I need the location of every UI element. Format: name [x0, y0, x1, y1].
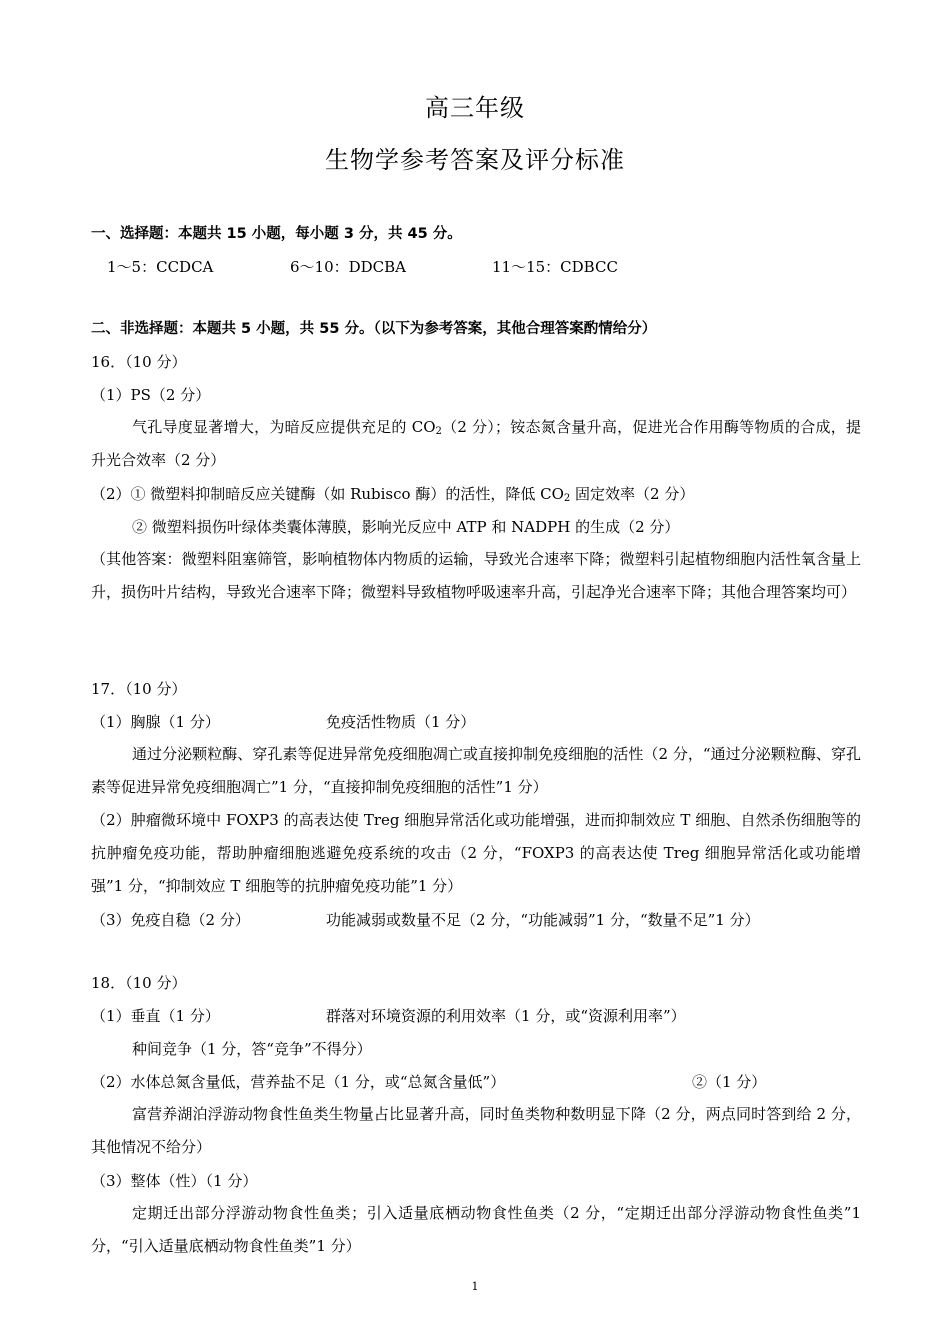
page-subtitle: 生物学参考答案及评分标准: [325, 146, 625, 174]
q18-part1-a: （1）垂直（1 分）: [91, 1007, 220, 1025]
page-number: 1: [471, 1280, 479, 1293]
choice-answers-11-15: 11～15：CDBCC: [492, 258, 618, 276]
q18-part2-b: ②（1 分）: [692, 1073, 767, 1091]
q18-number: 18．（10 分）: [91, 974, 187, 992]
q17-part1-a: （1）胸腺（1 分）: [91, 713, 220, 731]
q17-part1-b: 免疫活性物质（1 分）: [326, 713, 476, 731]
q18-part1-c: 种间竞争（1 分，答“竞争”不得分）: [132, 1040, 372, 1058]
q16-other-answers: （其他答案：微塑料阻塞筛管，影响植物体内物质的运输，导致光合速率下降；微塑料引起植物细胞内活性氧含量上升，损伤叶片结构，导致光合速率下降；微塑料导致植物呼吸速率升高，引起净光合速率下降；其他合理答案均可）: [91, 550, 861, 601]
q18-part3-explanation: 定期迁出部分浮游动物食性鱼类；引入适量底栖动物食性鱼类（2 分，“定期迁出部分浮游动物食性鱼类”1 分，“引入适量底栖动物食性鱼类”1 分）: [91, 1204, 861, 1255]
q18-part2-a: （2）水体总氮含量低，营养盐不足（1 分，或“总氮含量低”）: [91, 1073, 506, 1091]
section2-heading: 二、非选择题：本题共 5 小题，共 55 分。（以下为参考答案，其他合理答案酌情给分）: [91, 321, 657, 337]
section1-heading: 一、选择题：本题共 15 小题，每小题 3 分，共 45 分。: [91, 226, 462, 242]
q18-part3: （3）整体（性）（1 分）: [91, 1172, 258, 1190]
q17-part3-a: （3）免疫自稳（2 分）: [91, 911, 250, 929]
choice-answers-6-10: 6～10：DDCBA: [290, 258, 407, 276]
q16-part1-explanation: 气孔导度显著增大，为暗反应提供充足的 $CO_2(2$ 分）；铵态氮含量升高，促进光合作用酶等物质的合成，提升光合效率（2 分）: [91, 418, 861, 469]
q16-part1: （1）PS（2 分）: [91, 386, 211, 404]
q17-part1-explanation: 通过分泌颗粒酶、穿孔素等促进异常免疫细胞凋亡或直接抑制免疫细胞的活性（2 分，“通过分泌颗粒酶、穿孔素等促进异常免疫细胞凋亡”1 分，“直接抑制免疫细胞的活性”1 分）: [91, 745, 861, 796]
q17-part3-b: 功能减弱或数量不足（2 分，“功能减弱”1 分，“数量不足”1 分）: [326, 911, 760, 929]
q16-number: 16．（10 分）: [91, 353, 187, 371]
q17-number: 17．（10 分）: [91, 680, 187, 698]
q17-part2: （2）肿瘤微环境中 FOXP3 的高表达使 Treg 细胞异常活化或功能增强，进而抑制效应 T 细胞、自然杀伤细胞等的抗肿瘤免疫功能，帮助肿瘤细胞逃避免疫系统的攻击（2 分，“FOXP3 的高表达使 Treg 细胞异常活化或功能增强”1 分，“抑制效应 T 细胞等的抗肿瘤免疫功能”1 分）: [91, 811, 861, 895]
q16-part2-second: ② 微塑料损伤叶绿体类囊体薄膜，影响光反应中 ATP 和 NADPH 的生成（2 分）: [132, 518, 680, 536]
q18-part1-b: 群落对环境资源的利用效率（1 分，或“资源利用率”）: [326, 1007, 686, 1025]
q16-part2-first: （2）① 微塑料抑制暗反应关键酶（如 Rubisco 酶）的活性，降低 $CO_2$ 固定效率（2 分）: [91, 485, 695, 504]
choice-answers-1-5: 1～5：CCDCA: [107, 258, 214, 276]
page-title: 高三年级: [425, 94, 525, 122]
q18-part2-explanation: 富营养湖泊浮游动物食性鱼类生物量占比显著升高，同时鱼类物种数明显下降（2 分，两点同时答到给 2 分，其他情况不给分）: [91, 1105, 861, 1156]
